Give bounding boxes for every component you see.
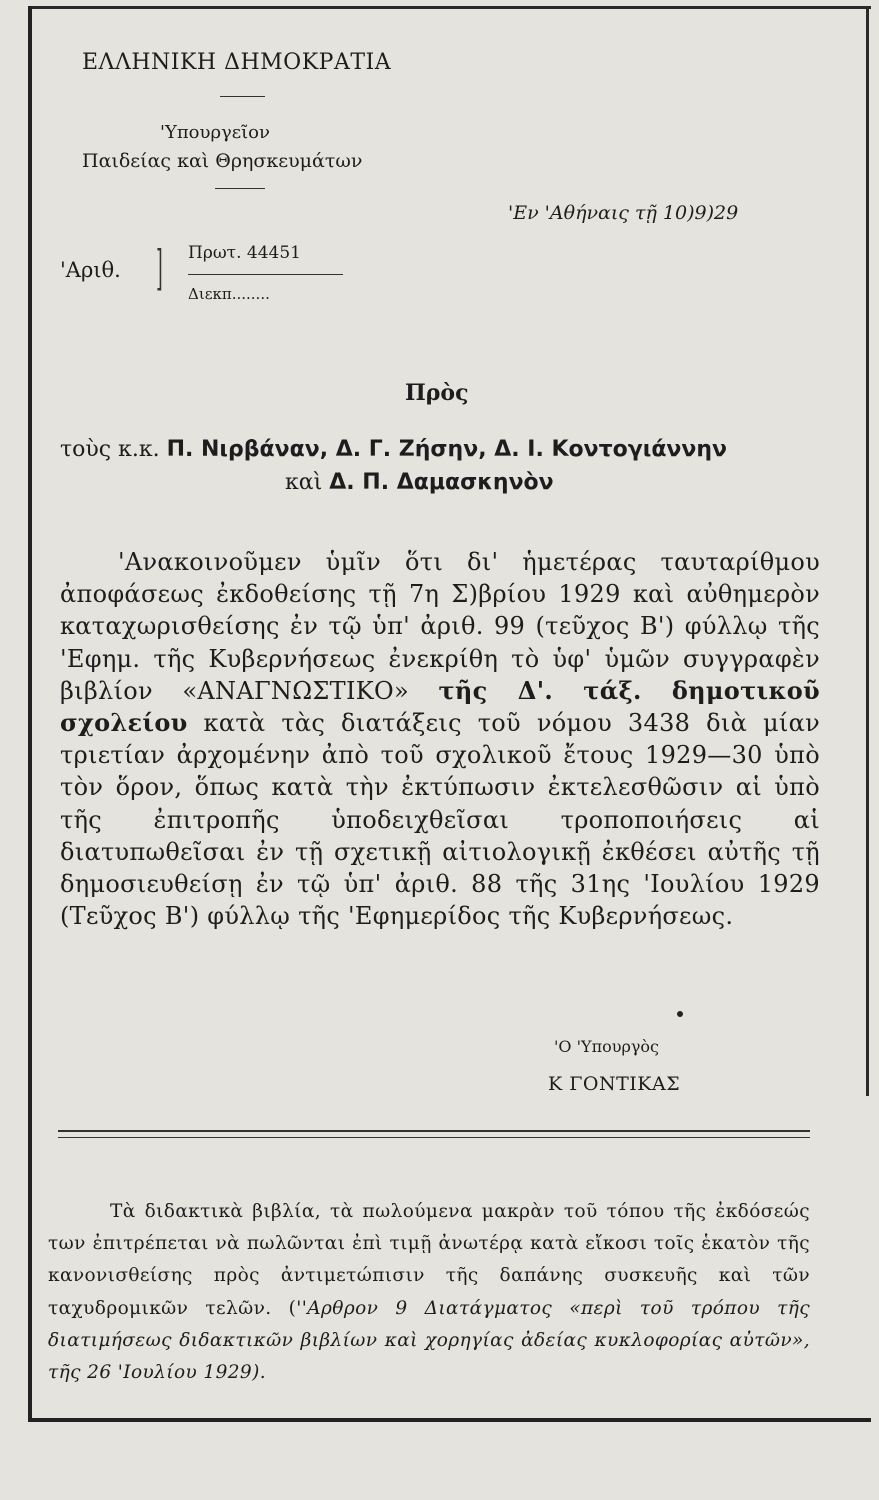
body-bold-segment: τῆς Δ'. τάξ. δημοτικοῦ σχολείου xyxy=(60,675,820,738)
signature-name: Κ ΓΟΝΤΙΚΑΣ xyxy=(548,1073,681,1095)
addressees-names-1: Π. Νιρβάναν, Δ. Γ. Ζήσην, Δ. Ι. Κοντογιάννην xyxy=(166,437,728,462)
state-heading: ΕΛΛΗΝΙΚΗ ΔΗΜΟΚΡΑΤΙΑ xyxy=(82,50,392,75)
frame-left-border xyxy=(28,6,32,1421)
bracket: ] xyxy=(156,240,163,296)
addressees-line-1 xyxy=(60,437,727,462)
diekp-field: Διεκπ........ xyxy=(188,285,270,303)
place-date: 'Εν 'Αθήναις τῇ 10)9)29 xyxy=(508,202,739,224)
ministry-line-1: 'Υπουργεῖον xyxy=(160,122,270,143)
body-part-1: 'Ανακοινοῦμεν ὑμῖν ὅτι δι' ἡμετέρας ταυταρίθμου ἀποφάσεως ἐκδοθείσης τῇ 7η Σ)βρίου 1929 καὶ αὐθημερὸν καταχωρισθείσης ἐν τῷ ὑπ' ἀριθ. 99 (τεῦχος Β') φύλλῳ τῆς 'Εφημ. τῆς Κυβερνήσεως ἐνεκρίθη τὸ ὑφ' ὑμῶν συγγραφὲν βιβλίον «ΑΝΑΓΝΩΣΤΙΚΟ» xyxy=(60,548,820,705)
footnote xyxy=(48,1196,810,1389)
footnote-text: Τὰ διδακτικὰ βιβλία, τὰ πωλούμενα μακρὰν τοῦ τόπου τῆς ἐκδόσεώς των ἐπιτρέπεται νὰ πωλῶνται ἐπὶ τιμῇ ἀνωτέρᾳ κατὰ εἴκοσι τοῖς ἑκατὸν τῆς κανονισθείσης πρὸς ἀντιμετώπισιν τῆς δαπάνης συσκευῆς καὶ τῶν ταχυδρομικῶν τελῶν. ( xyxy=(48,1201,810,1319)
protocol-number: Πρωτ. 44451 xyxy=(188,243,301,263)
ink-dot xyxy=(677,1011,683,1017)
frame-bottom-border xyxy=(28,1418,871,1422)
addressees-prefix-2: καὶ xyxy=(285,470,323,495)
frame-right-border xyxy=(866,6,869,1096)
addressees-names-2: Δ. Π. Δαμασκηνὸν xyxy=(329,470,554,495)
frame-top-border xyxy=(28,6,871,9)
divider xyxy=(215,188,265,189)
letter-body xyxy=(60,546,820,932)
signature-title: 'Ο 'Υπουργὸς xyxy=(554,1037,659,1056)
addressees-prefix: τοὺς κ.κ. xyxy=(60,437,160,462)
salutation-heading: Πρὸς xyxy=(405,380,469,406)
divider xyxy=(220,96,265,97)
reference-label: 'Αριθ. xyxy=(60,258,121,282)
addressees-line-2 xyxy=(285,470,554,495)
footnote-rule-bottom xyxy=(58,1137,810,1138)
reference-divider xyxy=(188,274,343,275)
ministry-line-2: Παιδείας καὶ Θρησκευμάτων xyxy=(82,150,363,172)
footnote-rule-top xyxy=(58,1130,810,1132)
body-part-2: κατὰ τὰς διατάξεις τοῦ νόμου 3438 διὰ μίαν τριετίαν ἀρχομένην ἀπὸ τοῦ σχολικοῦ ἔτους 1929—30 ὑπὸ τὸν ὅρον, ὅπως κατὰ τὴν ἐκτύπωσιν ἐκτελεσθῶσιν αἱ ὑπὸ τῆς ἐπιτροπῆς ὑποδειχθεῖσαι τροποποιήσεις αἱ διατυπωθεῖσαι ἐν τῇ σχετικῇ αἰτιολογικῇ ἐκθέσει αὐτῆς τῇ δημοσιευθείσῃ ἐν τῷ ὑπ' ἀριθ. 88 τῆς 31ης 'Ιουλίου 1929 (Τεῦχος Β') φύλλῳ τῆς 'Εφημερίδος τῆς Κυβερνήσεως. xyxy=(60,709,820,931)
footnote-citation: ''Αρθρον 9 Διατάγματος «περὶ τοῦ τρόπου τῆς διατιμήσεως διδακτικῶν βιβλίων καὶ χορηγίας ἀδείας κυκλοφορίας αὐτῶν», τῆς 26 'Ιουλίου 1929). xyxy=(48,1297,810,1384)
